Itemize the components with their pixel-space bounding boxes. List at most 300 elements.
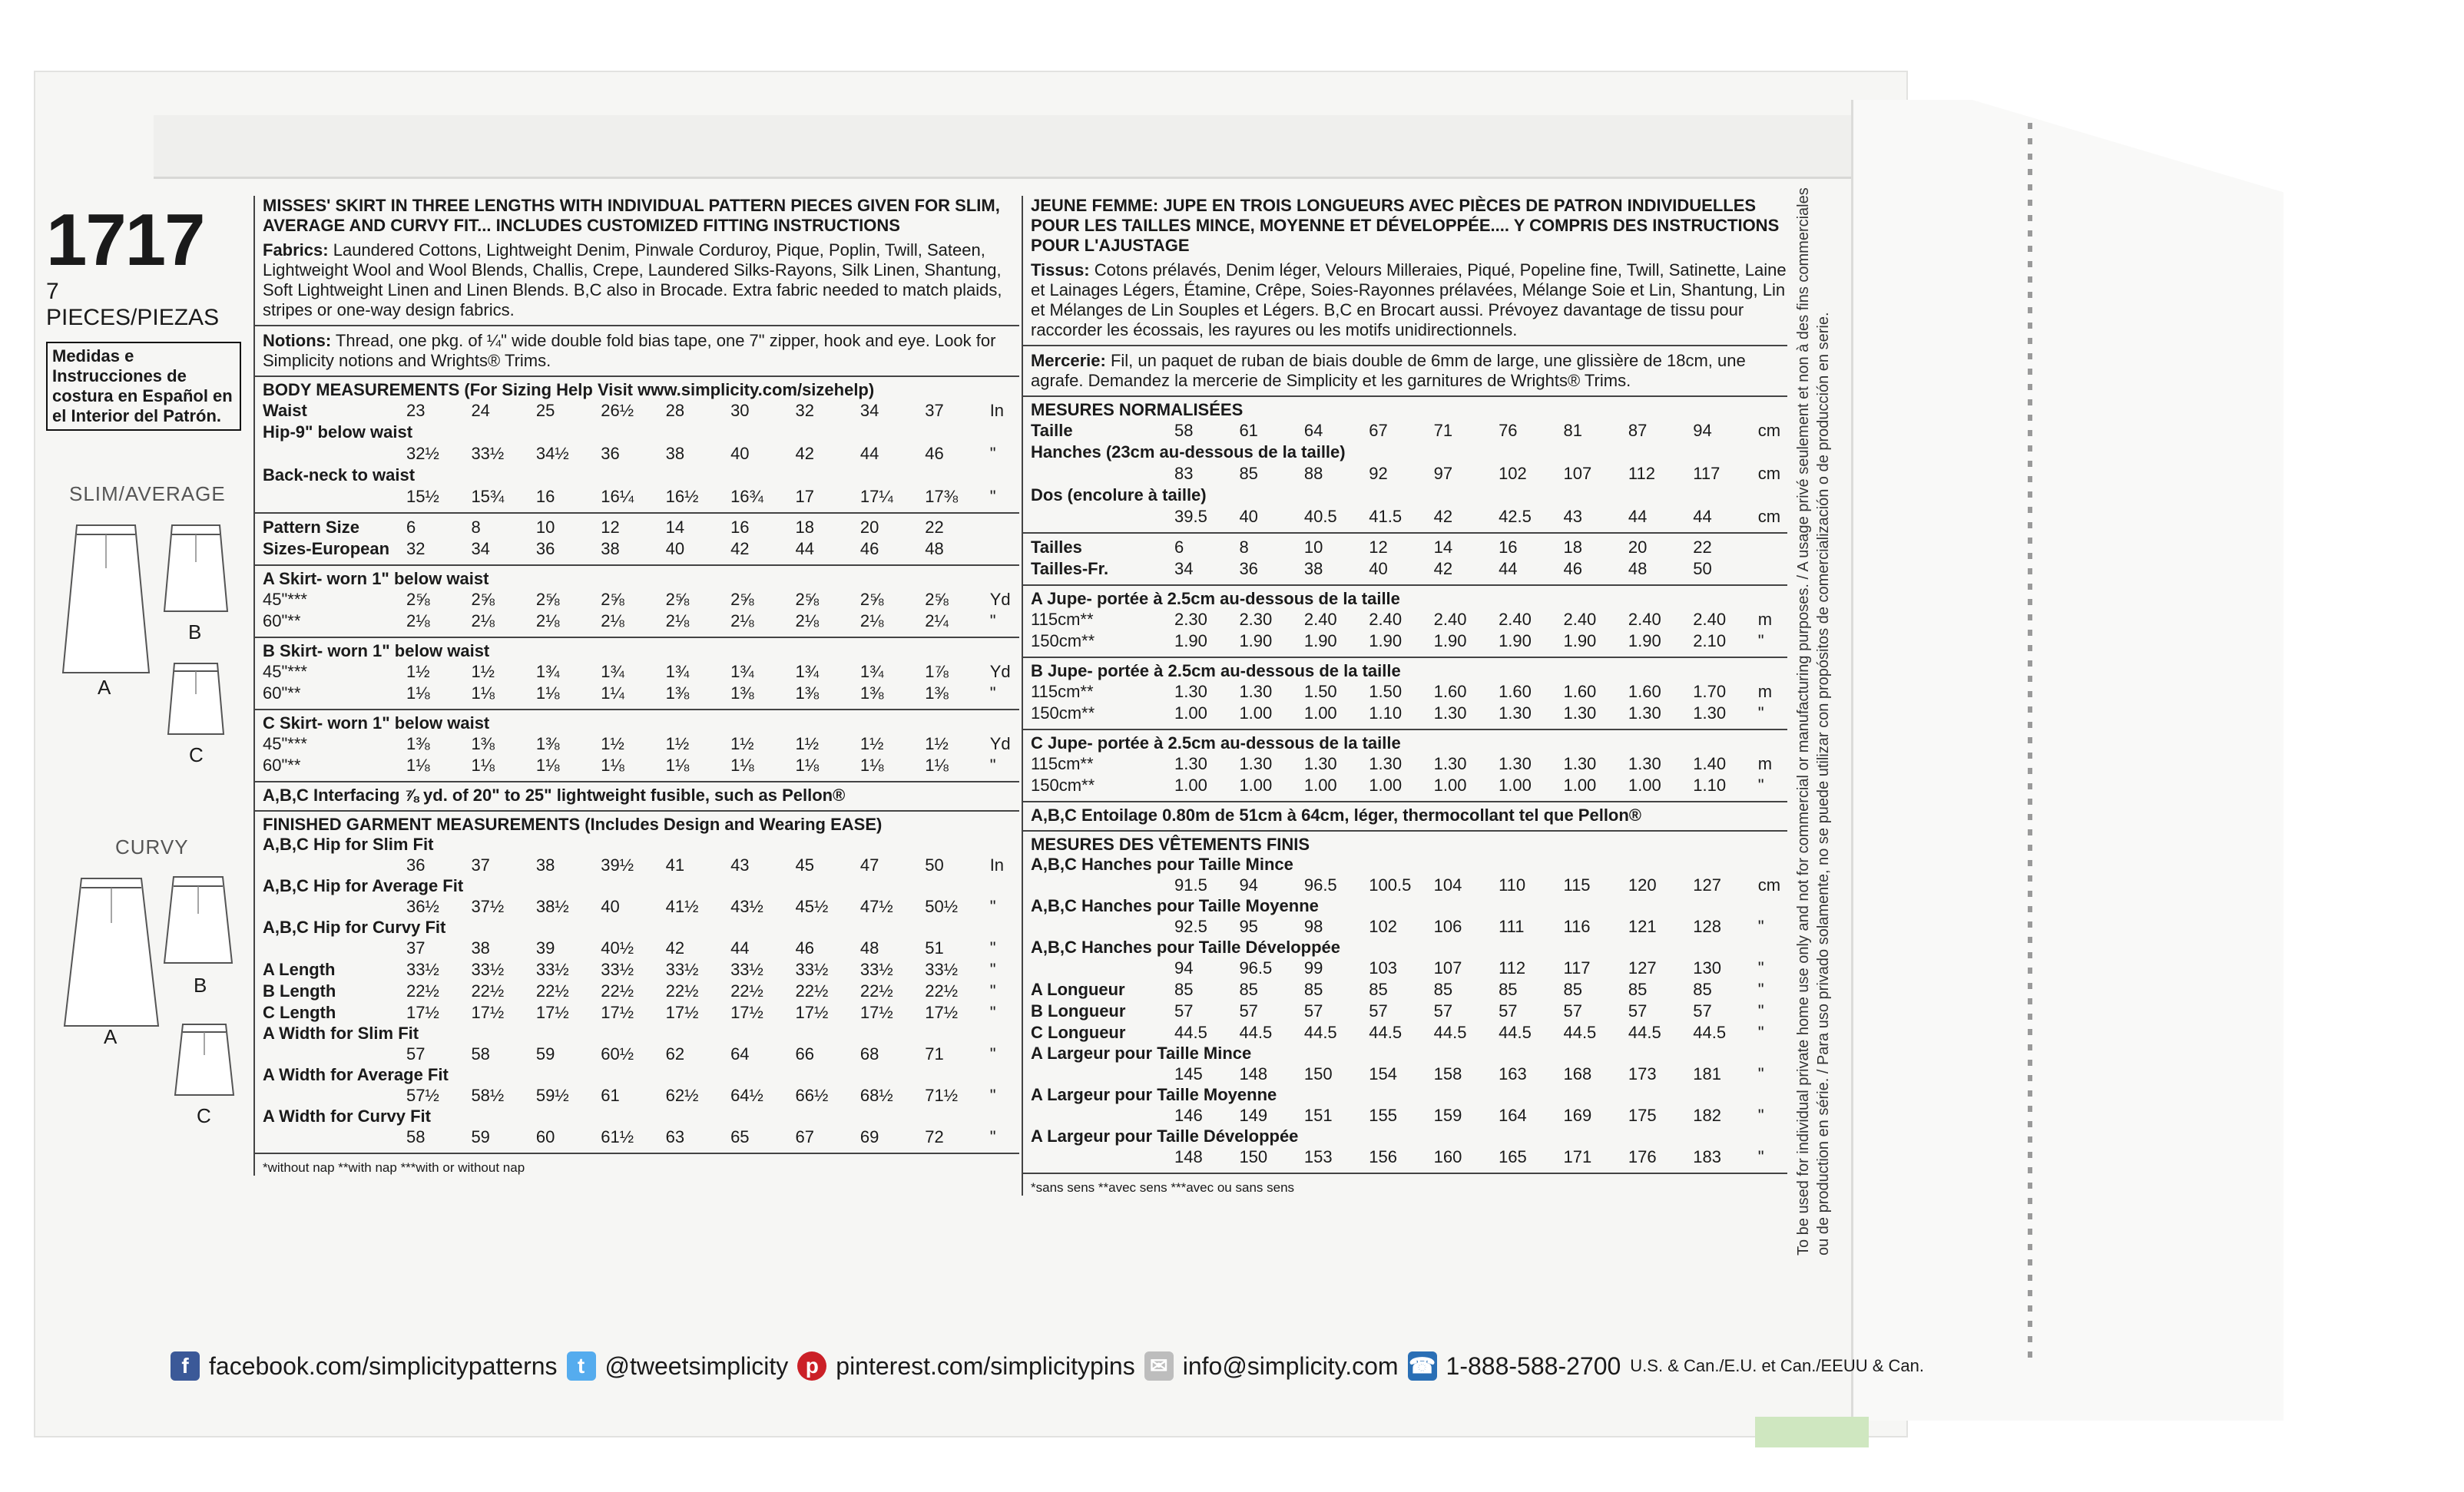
divider [1023,345,1787,346]
row-value: 36 [1239,559,1258,578]
row-value: 32 [795,401,814,420]
row-value: 15½ [406,487,439,506]
row-value: 44.5 [1628,1023,1661,1042]
row-value: 1.10 [1369,703,1403,723]
row-value: 62½ [665,1086,699,1105]
view-b-curvy-label: B [194,974,207,997]
row-value: 46 [925,444,944,463]
divider [255,325,1019,326]
row-value: 1.50 [1303,682,1337,701]
row-value: 58 [406,1127,426,1146]
row-value: 2¼ [925,611,949,630]
row-value: 121 [1628,917,1657,936]
row-unit: " [989,1127,996,1146]
measure-row [263,981,1019,1002]
row-unit: " [989,611,996,630]
row-value: 1.90 [1628,631,1661,650]
measure-row [263,755,1019,776]
row-value: 46 [795,938,814,958]
row-value: 1¾ [665,662,690,681]
row-value: 34 [1174,559,1194,578]
row-unit: In [989,401,1005,420]
row-value: 22½ [859,981,893,1001]
row-value: 1⅛ [795,756,820,775]
row-unit: " [989,487,996,506]
row-value: 38 [665,444,685,463]
row-value: 2⅝ [471,590,495,609]
row-unit: m [1757,682,1773,701]
row-value: 1.90 [1499,631,1532,650]
row-value: 38 [535,855,555,875]
row-value: 28 [665,401,685,420]
row-value: 71 [1433,421,1453,440]
row-value: 2⅝ [535,590,560,609]
pinterest-icon: p [797,1351,826,1381]
row-value: 44.5 [1239,1023,1273,1042]
row-unit: " [989,1003,996,1022]
divider [255,781,1019,782]
measure-row [263,683,1019,704]
curvy-label: CURVY [115,835,189,858]
row-label: Taille [1031,421,1073,440]
row-label: Dos (encolure à taille) [1031,485,1207,505]
measure-row [263,538,1019,560]
row-value: 1⅛ [730,756,754,775]
row-value: 104 [1433,875,1462,895]
row-value: 1.00 [1499,776,1532,795]
row-value: 14 [1433,538,1453,557]
row-label [1031,1064,1174,1085]
row-label: Hanches (23cm au-dessous de la taille) [1031,442,1346,461]
row-value: 57 [1239,1001,1258,1021]
row-value: 2⅝ [925,590,949,609]
measure-row [1031,442,1787,463]
finished-subtitle: A Width for Average Fit [263,1065,449,1084]
measure-row [1031,1064,1787,1085]
row-value: 85 [1693,980,1712,999]
row-value: 2⅛ [535,611,560,630]
notions-text [1031,351,1787,391]
row-value: 107 [1433,958,1462,978]
row-value: 42 [1433,507,1453,526]
row-value: 38 [601,539,620,558]
row-value: 1.70 [1693,682,1727,701]
row-label [1031,875,1174,896]
measure-row [263,517,1019,538]
row-value: 59½ [535,1086,569,1105]
row-value: 1⅜ [730,683,754,703]
finished-subtitle: A,B,C Hip for Average Fit [263,876,464,895]
pinterest-link[interactable]: pinterest.com/simplicitypins [836,1351,1135,1380]
row-value: 1½ [795,734,820,753]
row-value: 37½ [471,897,505,916]
measure-row [1031,681,1787,703]
finished-subtitle: A,B,C Hanches pour Taille Moyenne [1031,896,1319,915]
row-value: 57 [1369,1001,1388,1021]
row-value: 44.5 [1303,1023,1337,1042]
row-value: 1.60 [1433,682,1467,701]
fabrics-label: Fabrics: [263,240,329,260]
row-value: 42.5 [1499,507,1532,526]
sketch-view-b-curvy [161,874,235,966]
twitter-icon: t [567,1351,596,1381]
measure-row [1031,1022,1787,1044]
footnote: *sans sens **avec sens ***avec ou sans sens [1031,1180,1295,1195]
row-value: 1⅜ [795,683,820,703]
row-value: 17 [795,487,814,506]
row-value: 1.00 [1433,776,1467,795]
row-value: 1.00 [1303,776,1337,795]
row-label [263,938,406,959]
finished-subtitle: A Width for Curvy Fit [263,1107,431,1126]
row-value: 1.30 [1174,682,1207,701]
row-value: 88 [1303,464,1323,483]
row-value: 1.00 [1239,703,1273,723]
row-value: 42 [795,444,814,463]
row-value: 68 [859,1044,879,1064]
twitter-link[interactable]: @tweetsimplicity [604,1351,789,1380]
notions-label: Notions: [263,331,332,350]
row-unit: Yd [989,590,1011,609]
row-value: 2⅝ [859,590,884,609]
row-value: 6 [1174,538,1184,557]
row-value: 2.40 [1628,610,1661,629]
row-value: 36 [601,444,620,463]
row-value: 1⅞ [925,662,949,681]
measure-row [263,1044,1019,1065]
row-label: Hip-9" below waist [263,422,413,442]
row-value: 120 [1628,875,1657,895]
row-value: 1.30 [1628,754,1661,773]
row-unit: " [1757,1147,1764,1166]
row-value: 69 [859,1127,879,1146]
row-value: 72 [925,1127,944,1146]
notions-list: Thread, one pkg. of ¼" wide double fold bias tape, one 7" zipper, hook and eye. Look for Simplicity notions and Wrights® Trims. [263,331,996,370]
row-value: 12 [1369,538,1388,557]
yardage-title: A Skirt- worn 1" below waist [263,569,489,588]
row-value: 32½ [406,444,439,463]
row-value: 59 [535,1044,555,1064]
row-unit: cm [1757,507,1781,526]
row-value: 2.30 [1174,610,1207,629]
row-value: 1⅜ [859,683,884,703]
row-value: 61 [1239,421,1258,440]
measure-row [263,959,1019,981]
row-value: 2⅛ [859,611,884,630]
row-value: 41 [665,855,685,875]
row-value: 57½ [406,1086,439,1105]
row-value: 48 [1628,559,1648,578]
measure-row [263,1126,1019,1148]
row-value: 85 [1303,980,1323,999]
row-value: 6 [406,518,416,537]
spanish-note-box: Medidas e Instrucciones de costura en Español en el Interior del Patrón. [46,342,241,431]
view-b-label: B [188,620,202,643]
row-value: 33½ [859,960,893,979]
row-value: 1⅛ [471,683,495,703]
usage-note-vertical: To be used for individual private home use only and not for commercial or manufacturing purposes. / A usage privé seulement et non à des fins commerciales ou de production en série. / Para uso privado solamente, no se puede utilizar con propósitos de comercialización o de producción en serie. [1795,187,1832,1255]
measure-row [1031,979,1787,1001]
row-value: 85 [1628,980,1648,999]
row-value: 39.5 [1174,507,1207,526]
row-value: 64 [1303,421,1323,440]
measure-row [263,1002,1019,1024]
row-value: 148 [1239,1064,1268,1083]
row-label: B Longueur [1031,1001,1126,1021]
row-unit: " [989,897,996,916]
row-value: 58 [1174,421,1194,440]
row-value: 15¾ [471,487,505,506]
measure-row [1031,958,1787,979]
row-value: 61 [601,1086,620,1105]
row-value: 1¾ [535,662,560,681]
row-value: 2⅛ [795,611,820,630]
row-value: 12 [601,518,620,537]
row-unit: " [1757,1023,1764,1042]
row-value: 67 [795,1127,814,1146]
row-value: 57 [1499,1001,1518,1021]
row-value: 1.90 [1174,631,1207,650]
row-value: 183 [1693,1147,1721,1166]
row-unit: " [1757,958,1764,978]
row-value: 57 [1628,1001,1648,1021]
row-value: 2.40 [1563,610,1597,629]
row-label [263,896,406,918]
row-value: 16¼ [601,487,634,506]
row-value: 1.60 [1499,682,1532,701]
row-unit: " [1757,1001,1764,1021]
row-value: 44 [795,539,814,558]
row-value: 1.60 [1628,682,1661,701]
divider [255,564,1019,566]
finished-subtitle: A,B,C Hanches pour Taille Mince [1031,855,1293,874]
row-value: 85 [1563,980,1582,999]
row-value: 115 [1563,875,1591,895]
row-value: 1.30 [1369,754,1403,773]
row-value: 1.00 [1174,703,1207,723]
divider [1023,729,1787,730]
row-value: 44.5 [1174,1023,1207,1042]
row-unit: cm [1757,875,1781,895]
row-value: 1¾ [795,662,820,681]
finished-subtitle: A Largeur pour Taille Mince [1031,1044,1252,1063]
row-value: 94 [1174,958,1194,978]
row-label: A Longueur [1031,980,1125,999]
row-label [1031,916,1174,938]
left-panel [46,199,238,431]
measure-row [1031,420,1787,442]
sketch-view-a-slim [60,522,152,676]
row-value: 2⅝ [406,590,430,609]
row-value: 1⅜ [535,734,560,753]
row-value: 1.90 [1433,631,1467,650]
row-value: 107 [1563,464,1592,483]
row-value: 10 [1303,538,1323,557]
row-value: 1⅛ [535,756,560,775]
row-value: 17½ [601,1003,634,1022]
row-value: 33½ [925,960,959,979]
row-value: 34 [859,401,879,420]
measure-row [263,486,1019,508]
row-label: Sizes-European [263,539,390,558]
measure-row [1031,1146,1787,1168]
row-value: 2.40 [1499,610,1532,629]
finished-subtitle: A Largeur pour Taille Moyenne [1031,1085,1277,1104]
measure-row [1031,775,1787,796]
row-value: 1.10 [1693,776,1727,795]
interfacing-text: A,B,C Interfacing ⅞ yd. of 20" to 25" lightweight fusible, such as Pellon® [263,786,846,805]
measure-row [263,896,1019,918]
row-value: 22½ [665,981,699,1001]
row-value: 2⅝ [665,590,690,609]
row-value: 1½ [471,662,495,681]
row-value: 182 [1693,1106,1721,1125]
row-value: 94 [1693,421,1712,440]
row-value: 46 [1563,559,1582,578]
row-value: 22 [1693,538,1712,557]
row-value: 102 [1499,464,1527,483]
row-value: 76 [1499,421,1518,440]
slim-average-label: SLIM/AVERAGE [69,482,226,505]
row-value: 17¼ [859,487,893,506]
row-value: 57 [1303,1001,1323,1021]
row-value: 103 [1369,958,1397,978]
view-a-label: A [98,676,111,699]
row-value: 40.5 [1303,507,1337,526]
divider [255,1153,1019,1154]
row-value: 43 [1563,507,1582,526]
row-value: 1.00 [1239,776,1273,795]
row-value: 1.30 [1499,703,1532,723]
row-value: 1.30 [1693,703,1727,723]
row-unit [1181,442,1211,463]
row-label: 115cm** [1031,754,1094,773]
yardage-title: B Jupe- portée à 2.5cm au-dessous de la taille [1031,661,1401,680]
row-value: 1.00 [1369,776,1403,795]
row-value: 91.5 [1174,875,1207,895]
row-value: 1.30 [1433,754,1467,773]
row-value: 17½ [925,1003,959,1022]
row-unit: Yd [989,734,1011,753]
row-unit: " [1757,776,1764,795]
row-value: 83 [1174,464,1194,483]
row-value: 85 [1369,980,1388,999]
row-value: 48 [859,938,879,958]
row-value: 164 [1499,1106,1527,1125]
row-value: 85 [1239,980,1258,999]
row-value: 149 [1239,1106,1268,1125]
measure-row [1031,1105,1787,1126]
notions-label: Mercerie: [1031,351,1106,370]
row-value: 2⅛ [471,611,495,630]
row-value: 96.5 [1239,958,1273,978]
row-value: 50 [1693,559,1712,578]
row-label: Tailles-Fr. [1031,559,1109,578]
divider [1023,584,1787,586]
finished-subtitle: A,B,C Hip for Curvy Fit [263,918,446,937]
row-unit: " [1757,631,1764,650]
row-label [263,1085,406,1107]
row-value: 51 [925,938,944,958]
row-value: 102 [1369,917,1397,936]
envelope-side-flap [1851,100,2284,1421]
row-value: 2.10 [1693,631,1727,650]
row-value: 1.30 [1239,754,1273,773]
row-value: 110 [1499,875,1526,895]
row-value: 40½ [601,938,634,958]
row-label: C Longueur [1031,1023,1126,1042]
measure-row [1031,875,1787,896]
row-value: 8 [1239,538,1249,557]
row-value: 71 [925,1044,944,1064]
row-label [1031,463,1174,485]
row-label: 150cm** [1031,631,1095,650]
row-value: 57 [406,1044,426,1064]
row-unit: " [989,960,996,979]
divider [255,637,1019,638]
row-value: 25 [535,401,555,420]
row-value: 40 [665,539,685,558]
row-value: 17⅜ [925,487,959,506]
row-unit: " [989,756,996,775]
row-value: 1⅛ [406,683,430,703]
row-value: 47½ [859,897,893,916]
row-value: 63 [665,1127,685,1146]
measure-row [1031,703,1787,724]
row-value: 85 [1174,980,1194,999]
row-unit [990,538,1019,560]
row-value: 47 [859,855,879,875]
row-unit [1758,537,1787,558]
row-value: 57 [1174,1001,1194,1021]
row-value: 2⅛ [665,611,690,630]
row-value: 58 [471,1044,490,1064]
row-value: 68½ [859,1086,893,1105]
row-unit: " [1757,917,1764,936]
row-value: 2⅝ [601,590,624,609]
row-value: 1.30 [1433,703,1467,723]
row-value: 94 [1239,875,1258,895]
row-value: 33½ [665,960,699,979]
region-text: U.S. & Can./E.U. et Can./EEUU & Can. [1630,1356,1924,1375]
row-unit: cm [1757,421,1781,440]
row-value: 22½ [601,981,634,1001]
row-value: 1½ [730,734,754,753]
divider [255,512,1019,514]
row-label: 150cm** [1031,776,1095,795]
row-value: 44.5 [1563,1023,1597,1042]
email-link[interactable]: info@simplicity.com [1182,1351,1399,1380]
row-value: 150 [1239,1147,1268,1166]
row-value: 1.40 [1693,754,1727,773]
row-value: 37 [925,401,944,420]
row-value: 1.60 [1563,682,1597,701]
finished-measurements-title: FINISHED GARMENT MEASUREMENTS (Includes Design and Wearing EASE) [263,815,883,834]
yardage-title: C Jupe- portée à 2.5cm au-dessous de la taille [1031,733,1401,753]
row-value: 65 [730,1127,750,1146]
notions-list: Fil, un paquet de ruban de biais double de 6mm de large, une glissière de 18cm, une agrafe. Demandez la mercerie de Simplicity et les garnitures de Wrights® Trims. [1031,351,1746,390]
row-value: 1.00 [1563,776,1597,795]
row-value: 38½ [535,897,569,916]
row-value: 20 [1628,538,1648,557]
facebook-link[interactable]: facebook.com/simplicitypatterns [209,1351,558,1380]
row-value: 50 [925,855,944,875]
row-value: 111 [1499,917,1525,936]
row-value: 22½ [730,981,763,1001]
row-value: 16 [730,518,750,537]
row-value: 1½ [601,734,624,753]
row-value: 181 [1693,1064,1721,1083]
